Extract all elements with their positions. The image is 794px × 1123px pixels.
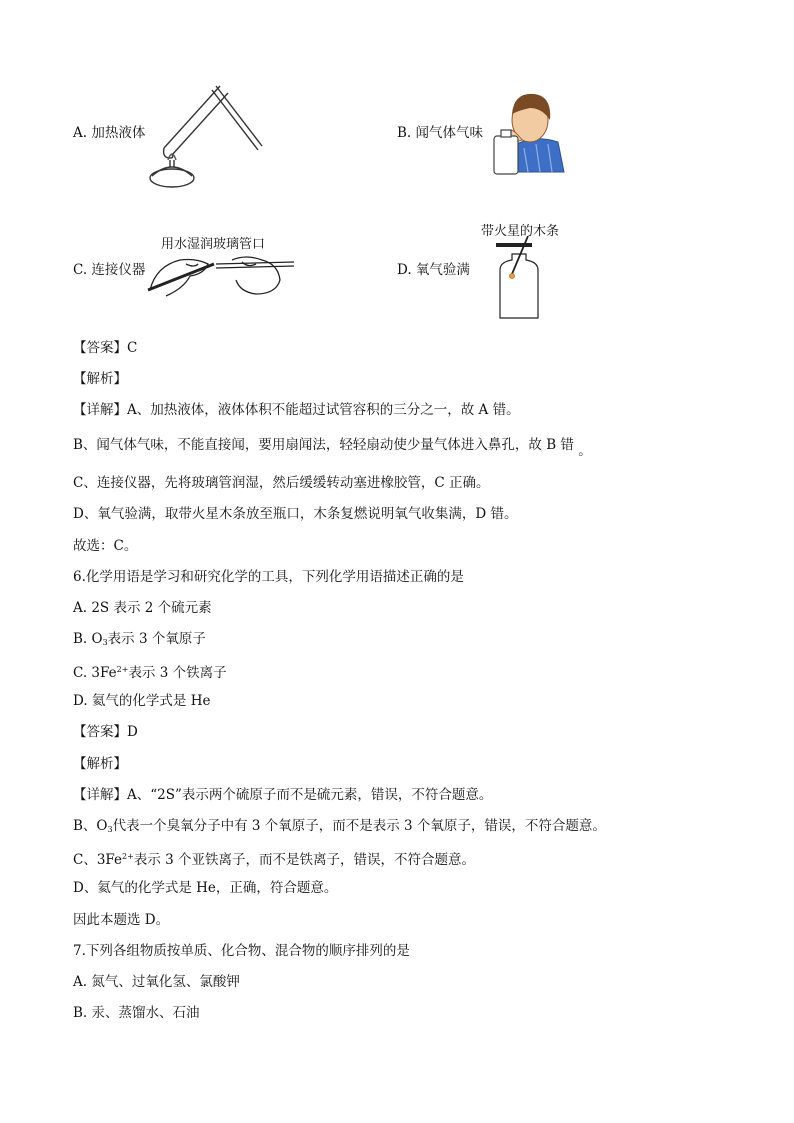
q6-detail-c — [73, 848, 475, 869]
option-a-label: A. 加热液体 — [73, 125, 146, 141]
q5-detail-b — [73, 436, 592, 459]
q7-option-b: B. 汞、蒸馏水、石油 — [73, 1005, 200, 1021]
q5-detail-a: 【详解】A、加热液体，液体体积不能超过试管容积的三分之一，故 A 错。 — [73, 402, 520, 418]
q5-detail-c: C、连接仪器，先将玻璃管润湿，然后缓缓转动塞进橡胶管，C 正确。 — [73, 475, 490, 491]
connecting-apparatus-figure — [146, 250, 296, 298]
q6-detail-c-post: 表示 3 个亚铁离子，而不是铁离子，错误，不符合题意。 — [133, 852, 476, 868]
option-c-label: C. 连接仪器 — [73, 262, 146, 278]
q5-analysis-label: 【解析】 — [73, 371, 127, 387]
q6-detail-b-sub: 3 — [107, 825, 113, 834]
q5-detail-d: D、氧气验满，取带火星木条放至瓶口，木条复燃说明氧气收集满，D 错。 — [73, 506, 518, 522]
smelling-gas-figure — [492, 86, 568, 176]
q6-detail-d: D、氦气的化学式是 He，正确，符合题意。 — [73, 880, 338, 896]
oxygen-full-test-figure — [492, 236, 548, 322]
q6-option-b-post: 表示 3 个氧原子 — [107, 631, 206, 647]
q6-stem: 6.化学用语是学习和研究化学的工具，下列化学用语描述正确的是 — [73, 569, 464, 585]
option-d-caption: 带火星的木条 — [481, 224, 560, 239]
q6-option-c-post: 表示 3 个铁离子 — [128, 665, 227, 681]
q5-detail-b-text: B、闻气体气味，不能直接闻，要用扇闻法，轻轻扇动使少量气体进入鼻孔，故 B 错 — [73, 437, 574, 453]
q6-option-a: A. 2S 表示 2 个硫元素 — [73, 600, 212, 616]
q6-conclusion: 因此本题选 D。 — [73, 912, 170, 928]
q7-stem: 7.下列各组物质按单质、化合物、混合物的顺序排列的是 — [73, 943, 410, 959]
option-c-caption: 用水湿润玻璃管口 — [161, 237, 266, 252]
q6-option-c-sup: 2+ — [116, 665, 129, 674]
q6-option-c-pre: C. 3Fe — [73, 665, 117, 681]
q6-detail-c-sup: 2+ — [122, 852, 134, 861]
q6-option-c — [73, 661, 227, 682]
q5-detail-b-end: 。 — [578, 443, 592, 459]
q6-option-d: D. 氦气的化学式是 He — [73, 693, 211, 709]
option-b-label: B. 闻气体气味 — [397, 125, 484, 141]
q6-answer: 【答案】D — [73, 724, 138, 740]
q6-analysis-label: 【解析】 — [73, 756, 127, 772]
q5-answer: 【答案】C — [73, 340, 138, 356]
q6-option-b-pre: B. O — [73, 631, 103, 647]
q6-detail-b-pre: B、O — [73, 818, 108, 834]
q6-detail-a: 【详解】A、“2S”表示两个硫原子而不是硫元素，错误，不符合题意。 — [73, 787, 493, 803]
q5-conclusion: 故选：C。 — [73, 538, 138, 554]
q6-option-b — [73, 630, 206, 652]
heating-liquid-figure — [140, 76, 265, 191]
q6-detail-b — [73, 817, 606, 839]
option-d-label: D. 氧气验满 — [397, 262, 470, 278]
q7-option-a: A. 氮气、过氧化氢、氯酸钾 — [73, 974, 240, 990]
q6-detail-c-pre: C、3Fe — [73, 852, 123, 868]
q6-option-b-sub: 3 — [102, 638, 108, 647]
q6-detail-b-post: 代表一个臭氧分子中有 3 个氧原子，而不是表示 3 个氧原子，错误，不符合题意。 — [112, 818, 606, 834]
